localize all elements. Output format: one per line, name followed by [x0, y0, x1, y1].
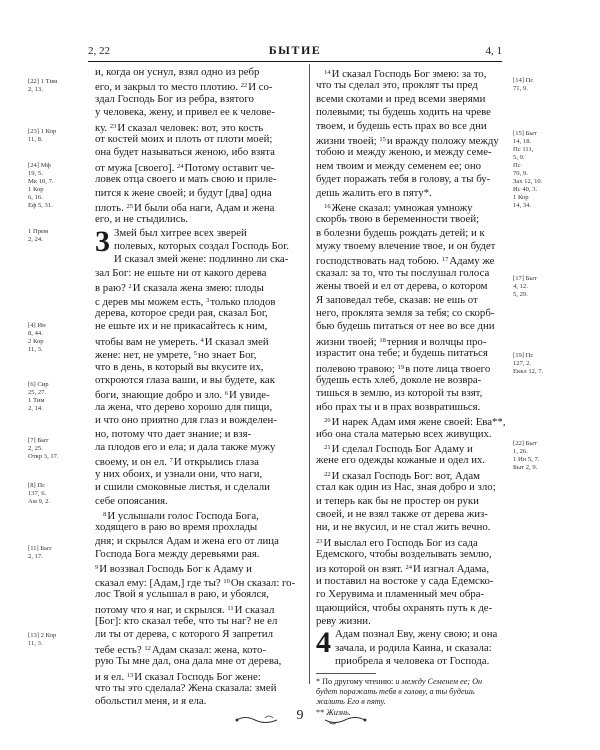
text-line: его, и не стыдились. [95, 213, 189, 226]
text-line: $^{20}$И нарек Адам имя жене своей: Ева**, [324, 416, 506, 429]
text-line: лос Твой я услышал в раю, и убоялся, [95, 588, 269, 601]
right-text-column [316, 66, 506, 718]
text-line: обольстил меня, и я ела. [95, 695, 207, 708]
text-line: будешь есть хлеб, доколе не возвра- [316, 373, 482, 386]
text-line: и теперь как бы не простер он руки [316, 494, 479, 507]
verse-number: 4 [200, 336, 204, 344]
text-line: него, проклята земля за тебя; со скорб- [316, 307, 495, 320]
text-line: сказал: за то, что ты послушал голоса [316, 266, 490, 279]
text-line: скорбь твою в беременности твоей; [316, 213, 480, 226]
cross-reference: [17] Быт 4, 12. 5, 29. [513, 275, 537, 298]
text-line: с дерев мы можем есть, $^3$только плодов [95, 295, 276, 308]
verse-number: 21 [324, 443, 331, 451]
text-line: $^{23}$И выслал его Господь Бог из сада [316, 536, 478, 549]
text-line: рую Ты мне дал, она дала мне от дерева, [95, 655, 282, 668]
verse-number: 7 [169, 457, 173, 465]
text-line: здал Господь Бог из ребра, взятого [95, 92, 254, 105]
text-line: тобою и между женою, и между семе- [316, 146, 492, 159]
text-line: мужу твоему влечение твое, и он будет [316, 240, 496, 253]
text-line: чтобы вам не умереть. $^4$И сказал змей [95, 335, 269, 348]
footnote: * По другому чтению: и между Семенем ее; Он [316, 676, 483, 686]
cross-reference: [22] 1 Тим 2, 13. [28, 78, 58, 93]
text-line: $^{16}$Жене сказал: умножая умножу [324, 201, 473, 214]
text-line: откроются глаза ваши, и вы будете, как [95, 373, 275, 386]
cross-reference: 1 Прем 2, 24. [28, 228, 49, 243]
text-line: потому что я наг, и скрылся. $^{11}$И сказал [95, 603, 275, 616]
cross-reference: [24] Мф 19, 5. Мк 10, 7. 1 Кор 6, 16. Еф 5, 31. [28, 162, 54, 209]
text-line: $^{21}$И сделал Господь Бог Адаму и [324, 442, 473, 455]
text-line: в раю? $^2$И сказала жена змею: плоды [95, 282, 264, 295]
text-line: плоть. $^{25}$И были оба наги, Адам и жена [95, 201, 275, 214]
verse-number: 14 [324, 69, 331, 76]
cross-reference: [22] Быт 1, 26. 1 Ин 5, 7. Быт 2, 9. [513, 440, 540, 471]
text-line: Едемского, чтобы возделывать землю, [316, 548, 492, 561]
text-line: ла жена, что дерево хорошо для пищи, [95, 400, 273, 413]
text-line: го Херувима и пламенный меч обра- [316, 588, 485, 601]
text-line: и поставил на востоке у сада Едемско- [316, 574, 494, 587]
text-line: у них обоих, и узнали они, что наги, [95, 467, 263, 480]
text-line: $^9$И воззвал Господь Бог к Адаму и [95, 563, 252, 576]
verse-number: 23 [316, 537, 323, 545]
verse-number: 22 [324, 470, 331, 478]
text-line: ку. $^{23}$И сказал человек: вот, это кость [95, 121, 264, 134]
text-line: жены твоей и ел от дерева, о котором [316, 280, 488, 293]
header-chapter-start: 2, 22 [88, 45, 110, 57]
cross-reference: [11] Быт 2, 17. [28, 545, 52, 560]
text-line: у человека, жену, и привел ее к челове- [95, 106, 275, 119]
text-line: его, и закрыл то место плотию. $^{22}$И со- [95, 81, 273, 94]
page-footer [0, 708, 600, 732]
text-line: тебе есть? $^{12}$Адам сказал: жена, кото- [95, 643, 266, 656]
text-line: ибо прах ты и в прах возвратишься. [316, 400, 481, 413]
text-line: приобрела я человека от Господа. [335, 655, 490, 668]
text-line: из которой он взят. $^{24}$И изгнал Адама, [316, 563, 490, 576]
text-line: своей, и не взял также от дерева жиз- [316, 507, 488, 520]
verse-number: 23 [109, 122, 117, 130]
book-title: БЫТИЕ [268, 43, 322, 57]
text-line: щающийся, чтобы охранять путь к де- [316, 601, 493, 614]
cross-reference: [19] Пс 127, 2. Еккл 12, 7. [513, 352, 544, 375]
left-text-column [95, 66, 301, 709]
text-line: ходящего в раю во время прохлады [95, 521, 258, 534]
text-line: жизни твоей; $^{18}$терния и волчцы про- [316, 335, 487, 348]
text-line: зал Бог: не ешьте ни от какого дерева [95, 266, 267, 279]
verse-number: 5 [193, 350, 197, 358]
verse-number: 9 [95, 564, 99, 572]
text-line: 4 Адам познал Еву, жену свою; и она [316, 626, 498, 660]
text-line: полевыми; ты будешь ходить на чреве [316, 106, 491, 119]
text-line: в болезни будешь рождать детей; и к [316, 226, 485, 239]
text-line: не ешьте их и не прикасайтесь к ним, [95, 320, 268, 333]
verse-number: 11 [227, 604, 234, 612]
text-line: ли ты от дерева, с которого Я запретил [95, 628, 273, 641]
text-line: израстит она тебе; и будешь питаться [316, 347, 488, 360]
text-line: пится к жене своей; и будут [два] одна [95, 186, 272, 199]
verse-number: 12 [144, 644, 151, 652]
verse-number: 2 [128, 283, 132, 291]
cross-reference: [14] Пс 71, 9. [513, 77, 534, 92]
text-line: жизни твоей; $^{15}$и вражду положу между [316, 134, 499, 147]
column-divider [309, 64, 310, 684]
cross-reference: [7] Быт 2, 25. Откр 3, 17. [28, 437, 59, 460]
text-line: стал как один из Нас, зная добро и зло; [316, 481, 496, 494]
text-line: и я ел. $^{13}$И сказал Господь Бог жене: [95, 670, 261, 683]
text-line: ловек отца своего и мать свою и приле- [95, 173, 277, 186]
text-line: $^{22}$И сказал Господь Бог: вот, Адам [324, 469, 480, 482]
text-line: и что оно приятно для глаз и вожделен- [95, 414, 277, 427]
chapter-number: 3 [95, 224, 110, 258]
text-line: И сказал змей жене: подлинно ли ска- [114, 253, 289, 266]
footnote: ** Жизнь. [316, 707, 351, 717]
verse-number: 22 [240, 82, 248, 90]
text-line: что ты это сделала? Жена сказала: змей [95, 681, 277, 694]
verse-number: 6 [224, 390, 229, 398]
text-line: от костей моих и плоть от плоти моей; [95, 132, 273, 145]
text-line: полевых, которых создал Господь Бог. [114, 240, 290, 253]
text-line: ни, и не вкусил, и не стал жить вечно. [316, 521, 491, 534]
text-line: [Бог]: кто сказал тебе, что ты наг? не ел [95, 615, 278, 628]
text-line: будет поражать тебя в голову, а ты бу- [316, 173, 491, 186]
verse-number: 20 [324, 417, 331, 425]
verse-number: 19 [397, 363, 405, 371]
text-line: $^8$И услышали голос Господа Бога, [103, 509, 259, 522]
text-line: $^{14}$И сказал Господь Бог змею: за то, [324, 68, 487, 80]
running-header [88, 43, 502, 61]
verse-number: 24 [177, 162, 184, 170]
verse-number: 13 [126, 671, 134, 679]
text-line: от мужа [своего]. $^{24}$Потому оставит че- [95, 161, 275, 174]
text-line: боги, знающие добро и зло. $^6$И увиде- [95, 389, 270, 402]
cross-reference: [13] 2 Кор 11, 3. [28, 632, 57, 647]
text-line: жене его одежды кожаные и одел их. [316, 454, 486, 467]
verse-number: 8 [103, 510, 107, 518]
text-line: жене: нет, не умрете, $^5$но знает Бог, [95, 349, 257, 362]
text-line: господствовать над тобою. $^{17}$Адаму же [316, 255, 495, 268]
verse-number: 24 [405, 564, 412, 572]
text-line: ибо она стала матерью всех живущих. [316, 427, 492, 440]
text-line: что в день, в который вы вкусите их, [95, 360, 264, 373]
header-rule [88, 61, 502, 62]
text-line: тишься в землю, из которой ты взят, [316, 387, 483, 400]
chapter-number: 4 [316, 626, 331, 660]
text-line: твоем, и будешь есть прах во все дни [316, 119, 487, 132]
text-line: и, когда он уснул, взял одно из ребр [95, 66, 260, 78]
text-line: своему, и он ел. $^7$И открылись глаза [95, 456, 259, 469]
verse-number: 10 [223, 577, 230, 585]
text-line: всеми скотами и пред всеми зверями [316, 92, 486, 105]
text-line: нем твоим и между семенем ее; оно [316, 159, 482, 172]
cross-reference: [8] Пс 137, 6. Ам 9, 2. [28, 482, 51, 505]
text-line: она будет называться женою, ибо взята [95, 146, 275, 159]
text-line: дерева, которое среди рая, сказал Бог, [95, 307, 268, 320]
text-line: полевою травою; $^{19}$в поте лица твоего [316, 362, 491, 375]
verse-number: 17 [441, 256, 449, 264]
text-line: дешь жалить его в пяту*. [316, 186, 432, 199]
text-line: дня; и скрылся Адам и жена его от лица [95, 534, 279, 547]
verse-number: 25 [126, 202, 133, 210]
text-line: бью будешь питаться от нее во все дни [316, 320, 495, 333]
text-line: но, потому что дает знание; и взя- [95, 427, 252, 440]
text-line: сказал ему: [Адам,] где ты? $^{10}$Он сказал: го- [95, 576, 296, 589]
text-line: зачала, и родила Каина, и сказала: [335, 641, 492, 654]
verse-number: 3 [206, 296, 210, 304]
text-line: и сшили смоковные листья, и сделали [95, 481, 270, 494]
text-line: Господа Бога между деревьями рая. [95, 548, 260, 561]
ornament-right-icon [323, 714, 367, 726]
text-line: себе опоясания. [95, 494, 168, 507]
verse-number: 18 [379, 336, 386, 344]
footnote: будет поражать тебя в голову, а ты будешь [316, 686, 475, 696]
cross-reference: [4] Ин 8, 44. 2 Кор 11, 3. [28, 322, 46, 353]
verse-number: 16 [324, 202, 331, 210]
footnote: жалить Его в пяту. [316, 697, 386, 707]
cross-reference: [6] Сир 25, 27. 1 Тим 2, 14. [28, 381, 49, 412]
text-line: что ты сделал это, проклят ты пред [316, 79, 478, 92]
page-number: 9 [296, 708, 304, 723]
text-line: реву жизни. [316, 615, 371, 628]
text-line: 3 Змей был хитрее всех зверей [95, 224, 247, 258]
footnote-rule [316, 673, 376, 674]
cross-reference: [23] 1 Кор 11, 8. [28, 128, 57, 143]
cross-reference: [15] Быт 14, 18. Пс 111, 5, 9. Пс 70, 9. Зах 12, 10. Ис 40, 3. 1 Кор 14, 34. [513, 130, 543, 209]
text-line: ла плодов его и ела; и дала также мужу [95, 440, 276, 453]
text-line: Я заповедал тебе, сказав: не ешь от [316, 293, 478, 306]
verse-number: 15 [379, 135, 386, 143]
header-chapter-end: 4, 1 [485, 45, 502, 57]
